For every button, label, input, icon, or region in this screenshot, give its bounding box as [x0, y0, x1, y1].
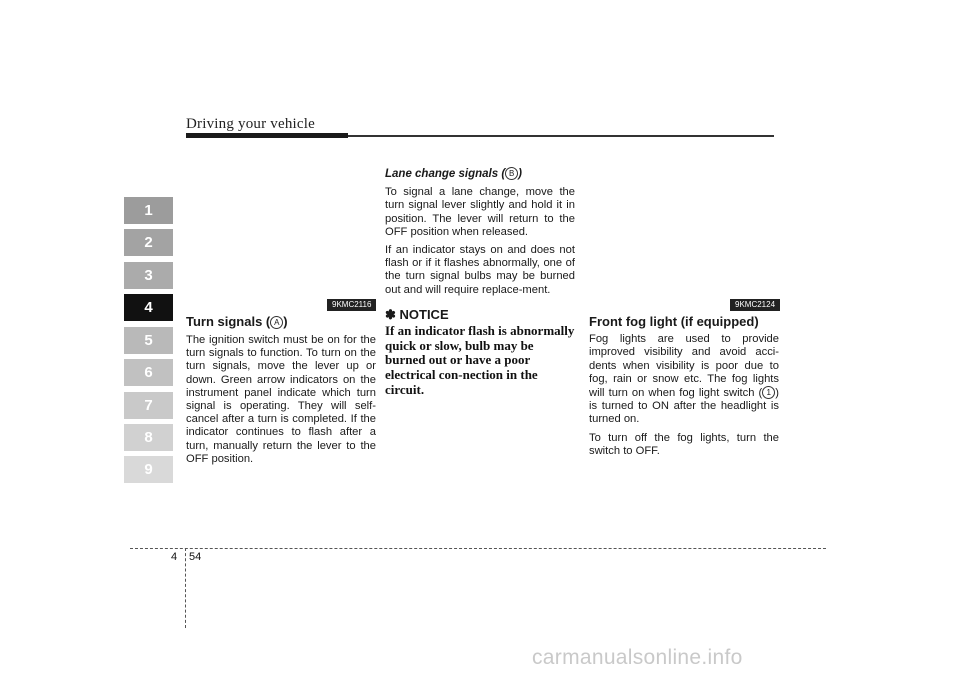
- left-column: [186, 315, 376, 471]
- chapter-tab-label: 7: [144, 397, 153, 414]
- chapter-tab-2[interactable]: [124, 229, 173, 256]
- notice-box: [385, 308, 575, 397]
- footer-divider: [130, 548, 826, 549]
- notice-title: ✽ NOTICE: [385, 307, 449, 322]
- chapter-tab-3[interactable]: [124, 262, 173, 289]
- lane-change-para-1: To signal a lane change, move the turn signal lever slightly and hold it in position. The lever will return to the OFF position when released.: [385, 186, 575, 238]
- chapter-tab-6[interactable]: [124, 359, 173, 386]
- chapter-tab-label: 3: [144, 267, 153, 284]
- chapter-tab-label: 1: [144, 202, 153, 219]
- chapter-tab-5[interactable]: [124, 327, 173, 354]
- fog-light-heading: Front fog light (if equipped): [589, 314, 759, 329]
- page-header-title: Driving your vehicle: [186, 116, 315, 132]
- header-rule-thin: [348, 135, 774, 137]
- lane-change-heading: Lane change signals ( B ): [385, 168, 522, 180]
- footer-chapter-number: 4: [171, 551, 178, 563]
- turn-signals-heading: Turn signals ( A ): [186, 314, 288, 329]
- footer-page-number: 54: [189, 551, 202, 563]
- notice-body: If an indicator flash is abnormally quick or slow, bulb may be burned out or have a poor electrical con-nection in the circuit.: [385, 323, 575, 397]
- chapter-tab-8[interactable]: [124, 424, 173, 451]
- middle-column: [385, 167, 575, 302]
- turn-signals-body: The ignition switch must be on for the turn signals to function. To turn on the turn signals, move the lever up or down. Green arrow indicators on the instrument panel indicate which turn signal is operating. They will self-cancel after a turn is completed. If the indicator continues to flash after a turn, manually return the lever to the OFF position.: [186, 334, 376, 465]
- chapter-tab-label: 8: [144, 429, 153, 446]
- marker-a-icon: A: [270, 316, 283, 329]
- chapter-tab-7[interactable]: [124, 392, 173, 419]
- chapter-tab-label: 2: [144, 234, 153, 251]
- chapter-tab-4[interactable]: [124, 294, 173, 321]
- marker-b-icon: B: [505, 167, 518, 180]
- chapter-tab-9[interactable]: [124, 456, 173, 483]
- chapter-tab-label: 5: [144, 332, 153, 349]
- chapter-tab-label: 9: [144, 461, 153, 478]
- lane-change-para-2: If an indicator stays on and does not flash or if it flashes abnormally, one of the turn signal bulbs may be burned out and will require replace-ment.: [385, 244, 575, 296]
- watermark: carmanualsonline.info: [532, 646, 743, 669]
- figure-code-tag: 9KMC2124: [730, 299, 780, 311]
- marker-1-icon: 1: [762, 386, 775, 399]
- chapter-tab-label: 6: [144, 364, 153, 381]
- header-rule-thick: [186, 133, 348, 138]
- figure-code-tag: 9KMC2116: [327, 299, 376, 311]
- right-column: [589, 315, 779, 463]
- chapter-tab-1[interactable]: [124, 197, 173, 224]
- chapter-tab-label: 4: [144, 299, 153, 316]
- fog-light-para-1: Fog lights are used to provide improved visibility and avoid acci-dents when visibility is poor due to fog, rain or snow etc. The fog lights will turn on when fog light switch ( 1 ) is turned to ON after the headlight is turned on.: [589, 333, 779, 426]
- fog-light-para-2: To turn off the fog lights, turn the switch to OFF.: [589, 431, 779, 457]
- footer-vertical-divider: [185, 548, 186, 628]
